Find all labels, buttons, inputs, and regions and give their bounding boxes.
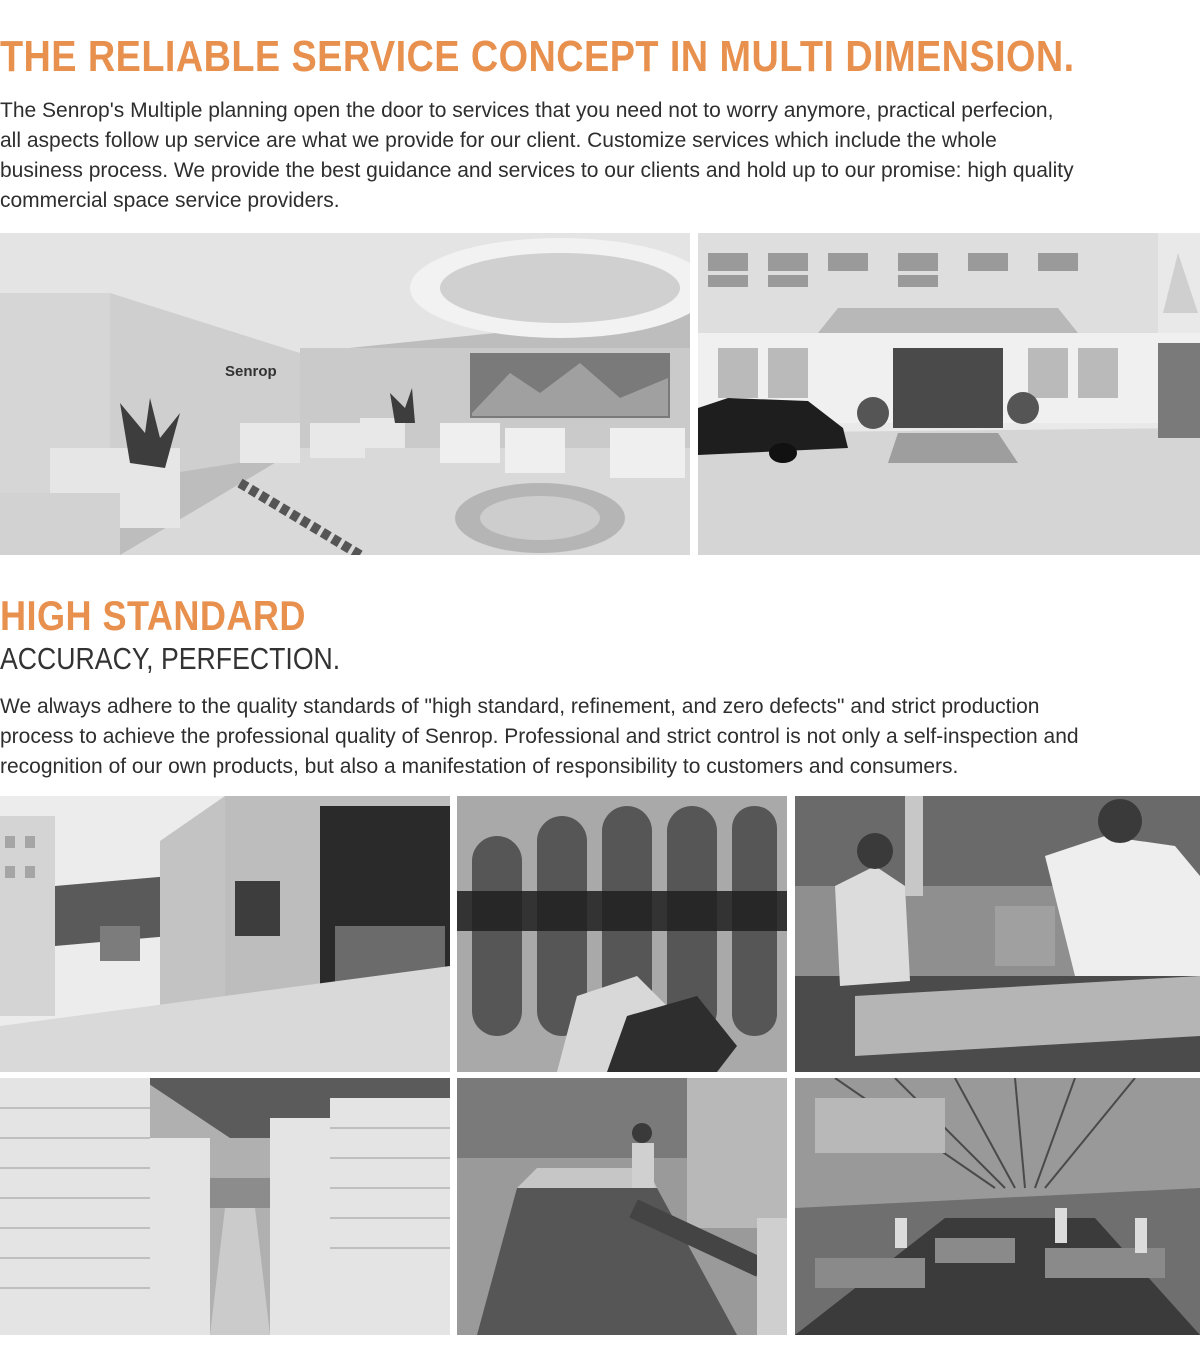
- service-concept-paragraph: [0, 96, 1200, 216]
- paragraph-line: process to achieve the professional quality of Senrop. Professional and strict control is not only a self-inspection and: [0, 725, 1079, 748]
- section-title-service-concept: THE RELIABLE SERVICE CONCEPT IN MULTI DIMENSION.: [0, 32, 1075, 81]
- conveyor-line-photo: [457, 1078, 787, 1335]
- production-hall-photo: [795, 1078, 1200, 1335]
- lobby-photo: [0, 233, 690, 555]
- paragraph-line: The Senrop's Multiple planning open the door to services that you need not to worry anymore, practical perfecion,: [0, 99, 1054, 122]
- factory-exterior-photo: [0, 796, 450, 1072]
- paragraph-line: commercial space service providers.: [0, 189, 340, 212]
- building-entrance-photo: [698, 233, 1200, 555]
- panel-cutout-photo: [457, 796, 787, 1072]
- section-title-high-standard: HIGH STANDARD: [0, 592, 306, 639]
- warehouse-stacks-photo: [0, 1078, 450, 1335]
- paragraph-line: recognition of our own products, but also a manifestation of responsibility to customers and consumers.: [0, 755, 959, 778]
- section-subtitle-accuracy: ACCURACY, PERFECTION.: [0, 641, 341, 676]
- lobby-logo-text: Senrop: [225, 363, 277, 380]
- workers-machine-photo: [795, 796, 1200, 1072]
- paragraph-line: all aspects follow up service are what we provide for our client. Customize services which include the whole: [0, 129, 997, 152]
- high-standard-paragraph: [0, 692, 1200, 782]
- paragraph-line: We always adhere to the quality standards of "high standard, refinement, and zero defects" and strict production: [0, 695, 1040, 718]
- paragraph-line: business process. We provide the best guidance and services to our clients and hold up to our promise: high quality: [0, 159, 1074, 182]
